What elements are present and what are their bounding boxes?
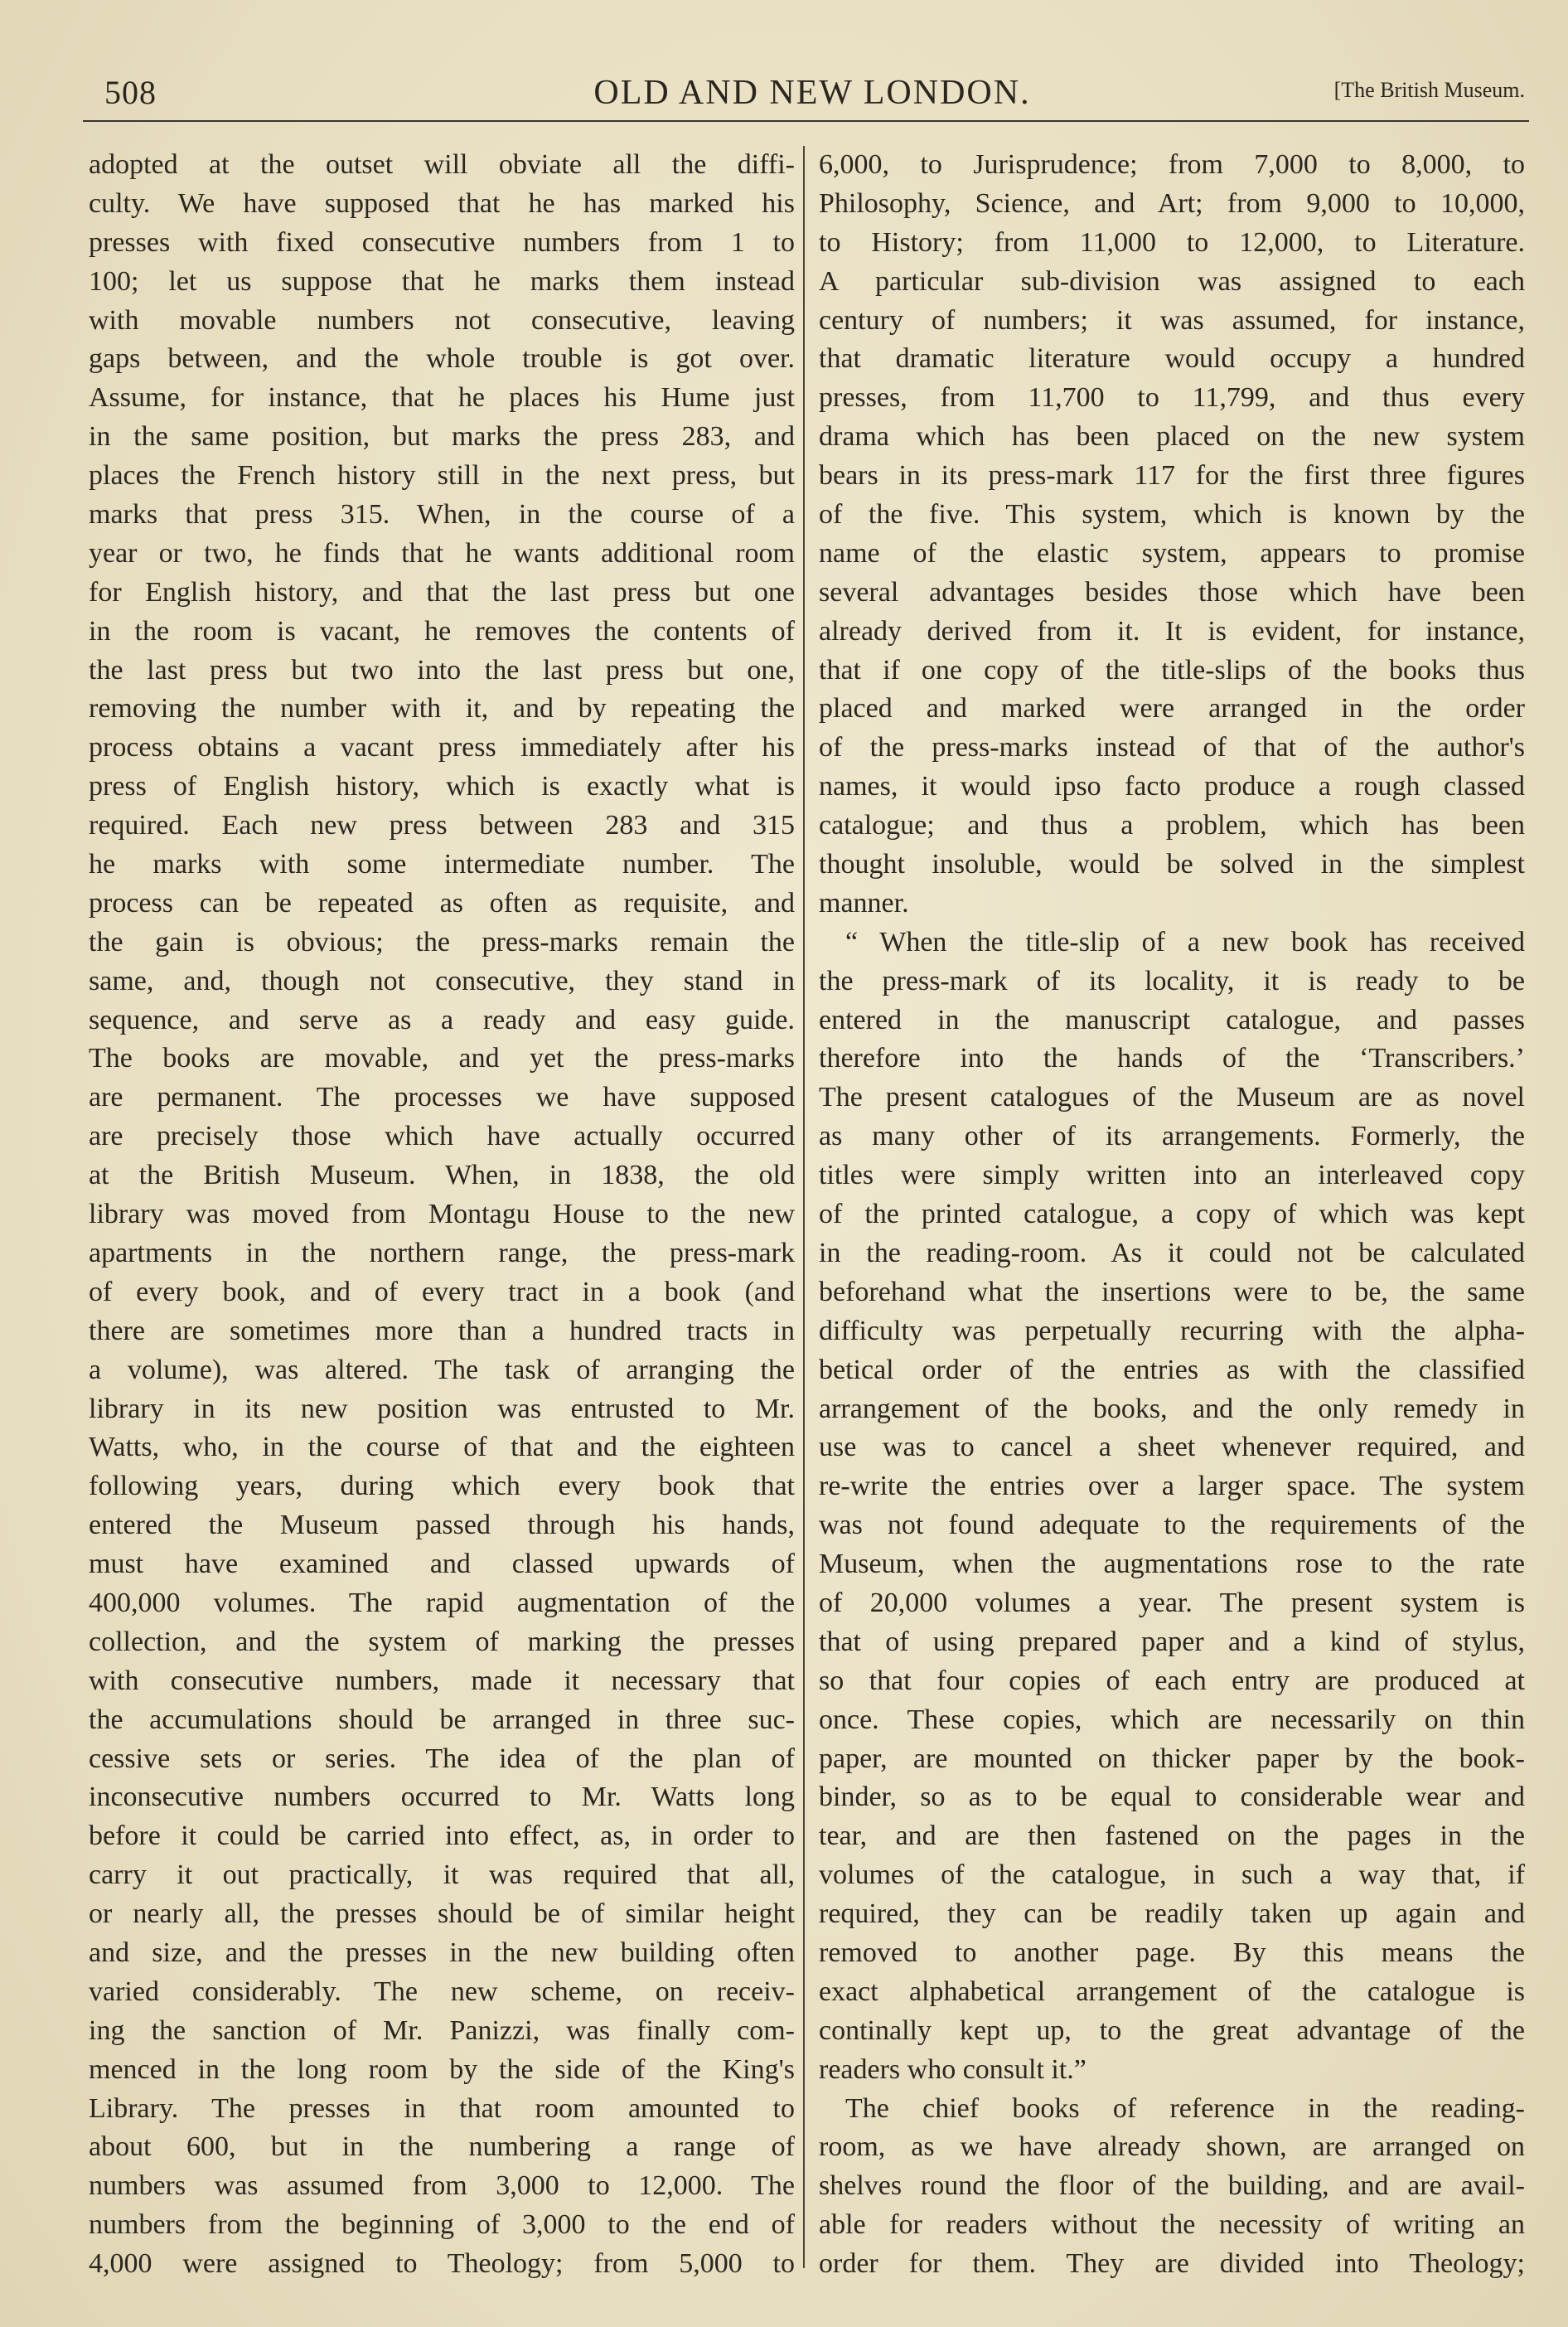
text-line: before it could be carried into effect, as, in order to (89, 1820, 795, 1852)
text-line: Assume, for instance, that he places his Hume just (89, 382, 795, 414)
text-line: places the French history still in the next press, but (89, 460, 795, 492)
text-line: in the same position, but marks the press 283, and (89, 421, 795, 453)
text-line: adopted at the outset will obviate all the diffi- (89, 149, 795, 180)
text-line: paper, are mounted on thicker paper by the book- (819, 1743, 1525, 1774)
text-line: titles were simply written into an interleaved copy (819, 1160, 1525, 1191)
text-line: exact alphabetical arrangement of the catalogue is (819, 1976, 1525, 2007)
text-line: library in its new position was entrusted to Mr. (89, 1393, 795, 1424)
text-line: The chief books of reference in the reading- (845, 2092, 1525, 2124)
page-header (83, 70, 1541, 123)
text-line: of the five. This system, which is known by the (819, 499, 1525, 531)
text-line: 6,000, to Jurisprudence; from 7,000 to 8,000, to (819, 149, 1525, 180)
text-line: volumes of the catalogue, in such a way that, if (819, 1859, 1525, 1891)
text-line: so that four copies of each entry are produced at (819, 1665, 1525, 1696)
text-line: process can be repeated as often as requisite, and (89, 887, 795, 919)
text-line: of the printed catalogue, a copy of which was kept (819, 1199, 1525, 1230)
text-line: room, as we have already shown, are arranged on (819, 2131, 1525, 2163)
text-line: the accumulations should be arranged in three suc- (89, 1704, 795, 1735)
text-line: to History; from 11,000 to 12,000, to Literature. (819, 226, 1525, 258)
text-line: in the reading-room. As it could not be calculated (819, 1237, 1525, 1268)
text-line: Library. The presses in that room amounted to (89, 2092, 795, 2124)
text-line: required. Each new press between 283 and 315 (89, 810, 795, 841)
text-line: name of the elastic system, appears to promise (819, 537, 1525, 569)
text-line: carry it out practically, it was required that all, (89, 1859, 795, 1891)
text-line: thought insoluble, would be solved in the simplest (819, 849, 1525, 880)
text-line: with consecutive numbers, made it necessary that (89, 1665, 795, 1696)
text-line: Watts, who, in the course of that and the eighteen (89, 1432, 795, 1463)
text-line: 4,000 were assigned to Theology; from 5,000 to (89, 2248, 795, 2280)
text-line: shelves round the floor of the building, and are avail- (819, 2170, 1525, 2202)
text-line: The present catalogues of the Museum are as novel (819, 1082, 1525, 1113)
text-line: placed and marked were arranged in the order (819, 693, 1525, 725)
text-line: with movable numbers not consecutive, leaving (89, 304, 795, 336)
text-line: year or two, he finds that he wants additional room (89, 537, 795, 569)
text-line: that dramatic literature would occupy a hundred (819, 343, 1525, 375)
text-line: therefore into the hands of the ‘Transcribers.’ (819, 1043, 1525, 1074)
text-line: numbers from the beginning of 3,000 to the end of (89, 2209, 795, 2241)
text-line: varied considerably. The new scheme, on receiv- (89, 1976, 795, 2007)
page-number: 508 (104, 74, 157, 111)
text-line: names, it would ipso facto produce a rough classed (819, 771, 1525, 802)
text-line: apartments in the northern range, the press-mark (89, 1237, 795, 1268)
text-line: order for them. They are divided into Theology; (819, 2248, 1525, 2280)
text-line: marks that press 315. When, in the course of a (89, 499, 795, 531)
text-line: tear, and are then fastened on the pages in the (819, 1820, 1525, 1852)
text-line: manner. (819, 887, 909, 919)
text-line: Philosophy, Science, and Art; from 9,000 to 10,000, (819, 187, 1525, 219)
text-line: 400,000 volumes. The rapid augmentation of the (89, 1587, 795, 1618)
text-line: inconsecutive numbers occurred to Mr. Watts long (89, 1782, 795, 1813)
text-line: are permanent. The processes we have supposed (89, 1082, 795, 1113)
text-line: and size, and the presses in the new building often (89, 1937, 795, 1968)
text-line: difficulty was perpetually recurring with the alpha- (819, 1315, 1525, 1346)
text-line: catalogue; and thus a problem, which has been (819, 810, 1525, 841)
text-line: entered the Museum passed through his hands, (89, 1510, 795, 1541)
text-line: are precisely those which have actually occurred (89, 1121, 795, 1152)
text-line: must have examined and classed upwards of (89, 1549, 795, 1580)
text-line: a volume), was altered. The task of arranging the (89, 1354, 795, 1385)
text-line: or nearly all, the presses should be of similar height (89, 1898, 795, 1930)
text-line: several advantages besides those which have been (819, 576, 1525, 608)
text-line: the last press but two into the last press but one, (89, 654, 795, 686)
text-line: collection, and the system of marking the presses (89, 1626, 795, 1657)
running-title: OLD AND NEW LONDON. (593, 74, 1031, 112)
text-line: the gain is obvious; the press-marks remain the (89, 926, 795, 957)
text-line: numbers was assumed from 3,000 to 12,000. The (89, 2170, 795, 2202)
left-column (89, 146, 795, 2284)
text-line: process obtains a vacant press immediately after his (89, 732, 795, 764)
text-line: for English history, and that the last press but one (89, 576, 795, 608)
text-line: about 600, but in the numbering a range of (89, 2131, 795, 2163)
text-line: was not found adequate to the requirements of the (819, 1510, 1525, 1541)
text-line: menced in the long room by the side of the King's (89, 2053, 795, 2085)
text-line: continally kept up, to the great advantage of the (819, 2014, 1525, 2046)
text-line: 100; let us suppose that he marks them instead (89, 265, 795, 297)
text-line: century of numbers; it was assumed, for instance, (819, 304, 1525, 336)
text-line: same, and, though not consecutive, they stand in (89, 965, 795, 996)
text-line: arrangement of the books, and the only remedy in (819, 1393, 1525, 1424)
text-line: able for readers without the necessity of writing an (819, 2209, 1525, 2241)
text-line: sequence, and serve as a ready and easy guide. (89, 1004, 795, 1035)
text-line: gaps between, and the whole trouble is got over. (89, 343, 795, 375)
text-line: once. These copies, which are necessarily on thin (819, 1704, 1525, 1735)
text-line: binder, so as to be equal to considerable wear and (819, 1782, 1525, 1813)
text-line: of 20,000 volumes a year. The present system is (819, 1587, 1525, 1618)
text-line: there are sometimes more than a hundred tracts in (89, 1315, 795, 1346)
text-line: press of English history, which is exactly what is (89, 771, 795, 802)
text-line: removing the number with it, and by repeating the (89, 693, 795, 725)
header-rule (83, 120, 1529, 122)
text-line: of every book, and of every tract in a book (and (89, 1276, 795, 1307)
text-line: following years, during which every book that (89, 1471, 795, 1502)
text-line: betical order of the entries as with the classified (819, 1354, 1525, 1385)
right-column (819, 146, 1525, 2284)
text-line: already derived from it. It is evident, for instance, (819, 615, 1525, 647)
text-line: presses with fixed consecutive numbers from 1 to (89, 226, 795, 258)
text-line: beforehand what the insertions were to be, the same (819, 1276, 1525, 1307)
column-divider (803, 146, 805, 2268)
text-line: Museum, when the augmentations rose to the rate (819, 1549, 1525, 1580)
text-line: The books are movable, and yet the press-marks (89, 1043, 795, 1074)
text-line: use was to cancel a sheet whenever required, and (819, 1432, 1525, 1463)
text-line: re-write the entries over a larger space. The system (819, 1471, 1525, 1502)
text-line: that if one copy of the title-slips of the books thus (819, 654, 1525, 686)
text-line: presses, from 11,700 to 11,799, and thus every (819, 382, 1525, 414)
text-line: of the press-marks instead of that of the author's (819, 732, 1525, 764)
text-line: cessive sets or series. The idea of the plan of (89, 1743, 795, 1774)
text-line: the press-mark of its locality, it is ready to be (819, 965, 1525, 996)
text-line: required, they can be readily taken up again and (819, 1898, 1525, 1930)
section-label: [The British Museum. (1333, 78, 1525, 102)
text-line: in the room is vacant, he removes the contents of (89, 615, 795, 647)
text-line: that of using prepared paper and a kind of stylus, (819, 1626, 1525, 1657)
text-line: at the British Museum. When, in 1838, the old (89, 1160, 795, 1191)
text-line: ing the sanction of Mr. Panizzi, was finally com- (89, 2014, 795, 2046)
text-line: library was moved from Montagu House to the new (89, 1199, 795, 1230)
text-line: as many other of its arrangements. Formerly, the (819, 1121, 1525, 1152)
text-line: drama which has been placed on the new system (819, 421, 1525, 453)
text-line: “ When the title-slip of a new book has received (845, 926, 1525, 957)
text-line: bears in its press-mark 117 for the first three figures (819, 460, 1525, 492)
text-line: entered in the manuscript catalogue, and passes (819, 1004, 1525, 1035)
text-line: he marks with some intermediate number. The (89, 849, 795, 880)
text-line: removed to another page. By this means the (819, 1937, 1525, 1968)
text-line: readers who consult it.” (819, 2053, 1086, 2085)
text-line: culty. We have supposed that he has marked his (89, 187, 795, 219)
text-line: A particular sub-division was assigned to each (819, 265, 1525, 297)
